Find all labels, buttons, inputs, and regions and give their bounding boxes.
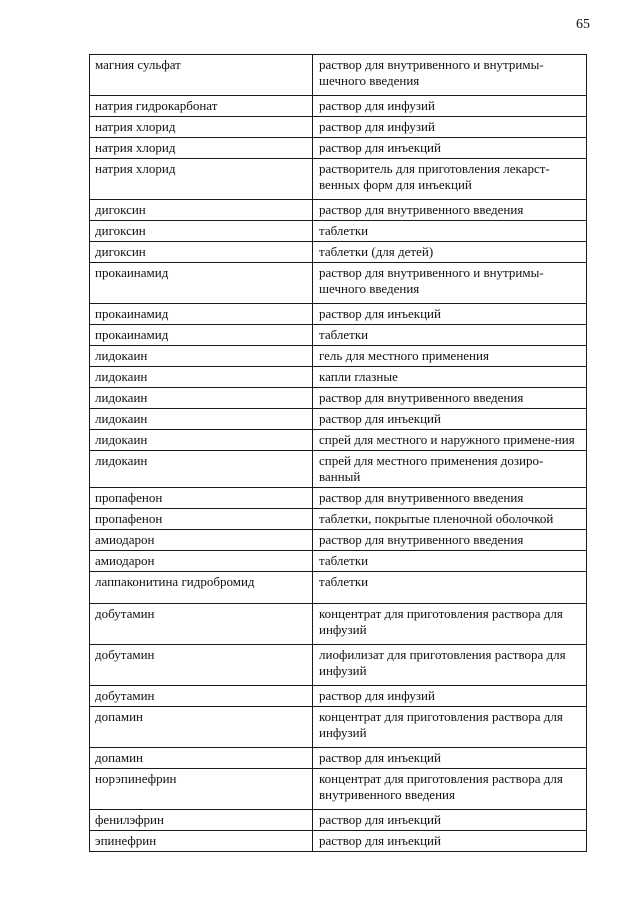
substance-cell: лидокаин: [90, 346, 313, 367]
substance-cell: дигоксин: [90, 242, 313, 263]
substance-cell: лидокаин: [90, 367, 313, 388]
dosage-form-cell: таблетки, покрытые пленочной оболочкой: [313, 509, 587, 530]
table-row: [90, 748, 587, 769]
table-row: [90, 138, 587, 159]
table-row: [90, 242, 587, 263]
table-row: [90, 430, 587, 451]
table-row: [90, 263, 587, 304]
table-row: [90, 707, 587, 748]
dosage-form-cell: раствор для внутривенного введения: [313, 488, 587, 509]
substance-cell: лидокаин: [90, 409, 313, 430]
table-row: [90, 810, 587, 831]
table-row: [90, 451, 587, 488]
dosage-form-cell: концентрат для приготовления раствора для внутривенного введения: [313, 769, 587, 810]
table-row: [90, 530, 587, 551]
dosage-form-cell: раствор для внутривенного введения: [313, 530, 587, 551]
table-row: [90, 367, 587, 388]
substance-cell: амиодарон: [90, 551, 313, 572]
dosage-form-cell: раствор для внутривенного и внутримы-шечного введения: [313, 55, 587, 96]
dosage-form-cell: раствор для инъекций: [313, 810, 587, 831]
substance-cell: добутамин: [90, 604, 313, 645]
table-row: [90, 325, 587, 346]
substance-cell: амиодарон: [90, 530, 313, 551]
substance-cell: прокаинамид: [90, 325, 313, 346]
dosage-form-cell: спрей для местного и наружного примене-ния: [313, 430, 587, 451]
drug-table: [89, 54, 587, 852]
dosage-form-cell: спрей для местного применения дозиро-ванный: [313, 451, 587, 488]
substance-cell: эпинефрин: [90, 831, 313, 852]
substance-cell: допамин: [90, 707, 313, 748]
substance-cell: лидокаин: [90, 451, 313, 488]
substance-cell: норэпинефрин: [90, 769, 313, 810]
dosage-form-cell: лиофилизат для приготовления раствора для инфузий: [313, 645, 587, 686]
substance-cell: лаппаконитина гидробромид: [90, 572, 313, 604]
substance-cell: пропафенон: [90, 488, 313, 509]
table-row: [90, 604, 587, 645]
dosage-form-cell: гель для местного применения: [313, 346, 587, 367]
dosage-form-cell: таблетки: [313, 551, 587, 572]
table-row: [90, 221, 587, 242]
table-row: [90, 686, 587, 707]
substance-cell: натрия хлорид: [90, 159, 313, 200]
dosage-form-cell: таблетки (для детей): [313, 242, 587, 263]
table-row: [90, 96, 587, 117]
substance-cell: пропафенон: [90, 509, 313, 530]
table-row: [90, 572, 587, 604]
drug-table-body: [90, 55, 587, 852]
dosage-form-cell: раствор для инфузий: [313, 117, 587, 138]
dosage-form-cell: таблетки: [313, 572, 587, 604]
dosage-form-cell: раствор для внутривенного и внутримы-шечного введения: [313, 263, 587, 304]
substance-cell: добутамин: [90, 686, 313, 707]
substance-cell: лидокаин: [90, 430, 313, 451]
dosage-form-cell: раствор для внутривенного введения: [313, 200, 587, 221]
substance-cell: прокаинамид: [90, 263, 313, 304]
table-row: [90, 509, 587, 530]
dosage-form-cell: раствор для инъекций: [313, 748, 587, 769]
table-row: [90, 304, 587, 325]
dosage-form-cell: раствор для инъекций: [313, 831, 587, 852]
substance-cell: добутамин: [90, 645, 313, 686]
substance-cell: натрия хлорид: [90, 138, 313, 159]
substance-cell: натрия гидрокарбонат: [90, 96, 313, 117]
table-row: [90, 346, 587, 367]
dosage-form-cell: концентрат для приготовления раствора для инфузий: [313, 604, 587, 645]
substance-cell: дигоксин: [90, 221, 313, 242]
dosage-form-cell: таблетки: [313, 221, 587, 242]
table-row: [90, 831, 587, 852]
table-row: [90, 388, 587, 409]
table-row: [90, 159, 587, 200]
substance-cell: лидокаин: [90, 388, 313, 409]
table-row: [90, 200, 587, 221]
table-row: [90, 117, 587, 138]
substance-cell: магния сульфат: [90, 55, 313, 96]
dosage-form-cell: растворитель для приготовления лекарст-венных форм для инъекций: [313, 159, 587, 200]
table-row: [90, 551, 587, 572]
table-row: [90, 645, 587, 686]
substance-cell: фенилэфрин: [90, 810, 313, 831]
dosage-form-cell: раствор для инфузий: [313, 96, 587, 117]
substance-cell: допамин: [90, 748, 313, 769]
dosage-form-cell: раствор для инъекций: [313, 138, 587, 159]
substance-cell: дигоксин: [90, 200, 313, 221]
dosage-form-cell: таблетки: [313, 325, 587, 346]
substance-cell: натрия хлорид: [90, 117, 313, 138]
dosage-form-cell: раствор для внутривенного введения: [313, 388, 587, 409]
dosage-form-cell: раствор для инфузий: [313, 686, 587, 707]
dosage-form-cell: капли глазные: [313, 367, 587, 388]
dosage-form-cell: концентрат для приготовления раствора для инфузий: [313, 707, 587, 748]
table-row: [90, 488, 587, 509]
dosage-form-cell: раствор для инъекций: [313, 304, 587, 325]
table-row: [90, 409, 587, 430]
table-row: [90, 769, 587, 810]
table-row: [90, 55, 587, 96]
dosage-form-cell: раствор для инъекций: [313, 409, 587, 430]
page-number: 65: [576, 17, 590, 32]
substance-cell: прокаинамид: [90, 304, 313, 325]
